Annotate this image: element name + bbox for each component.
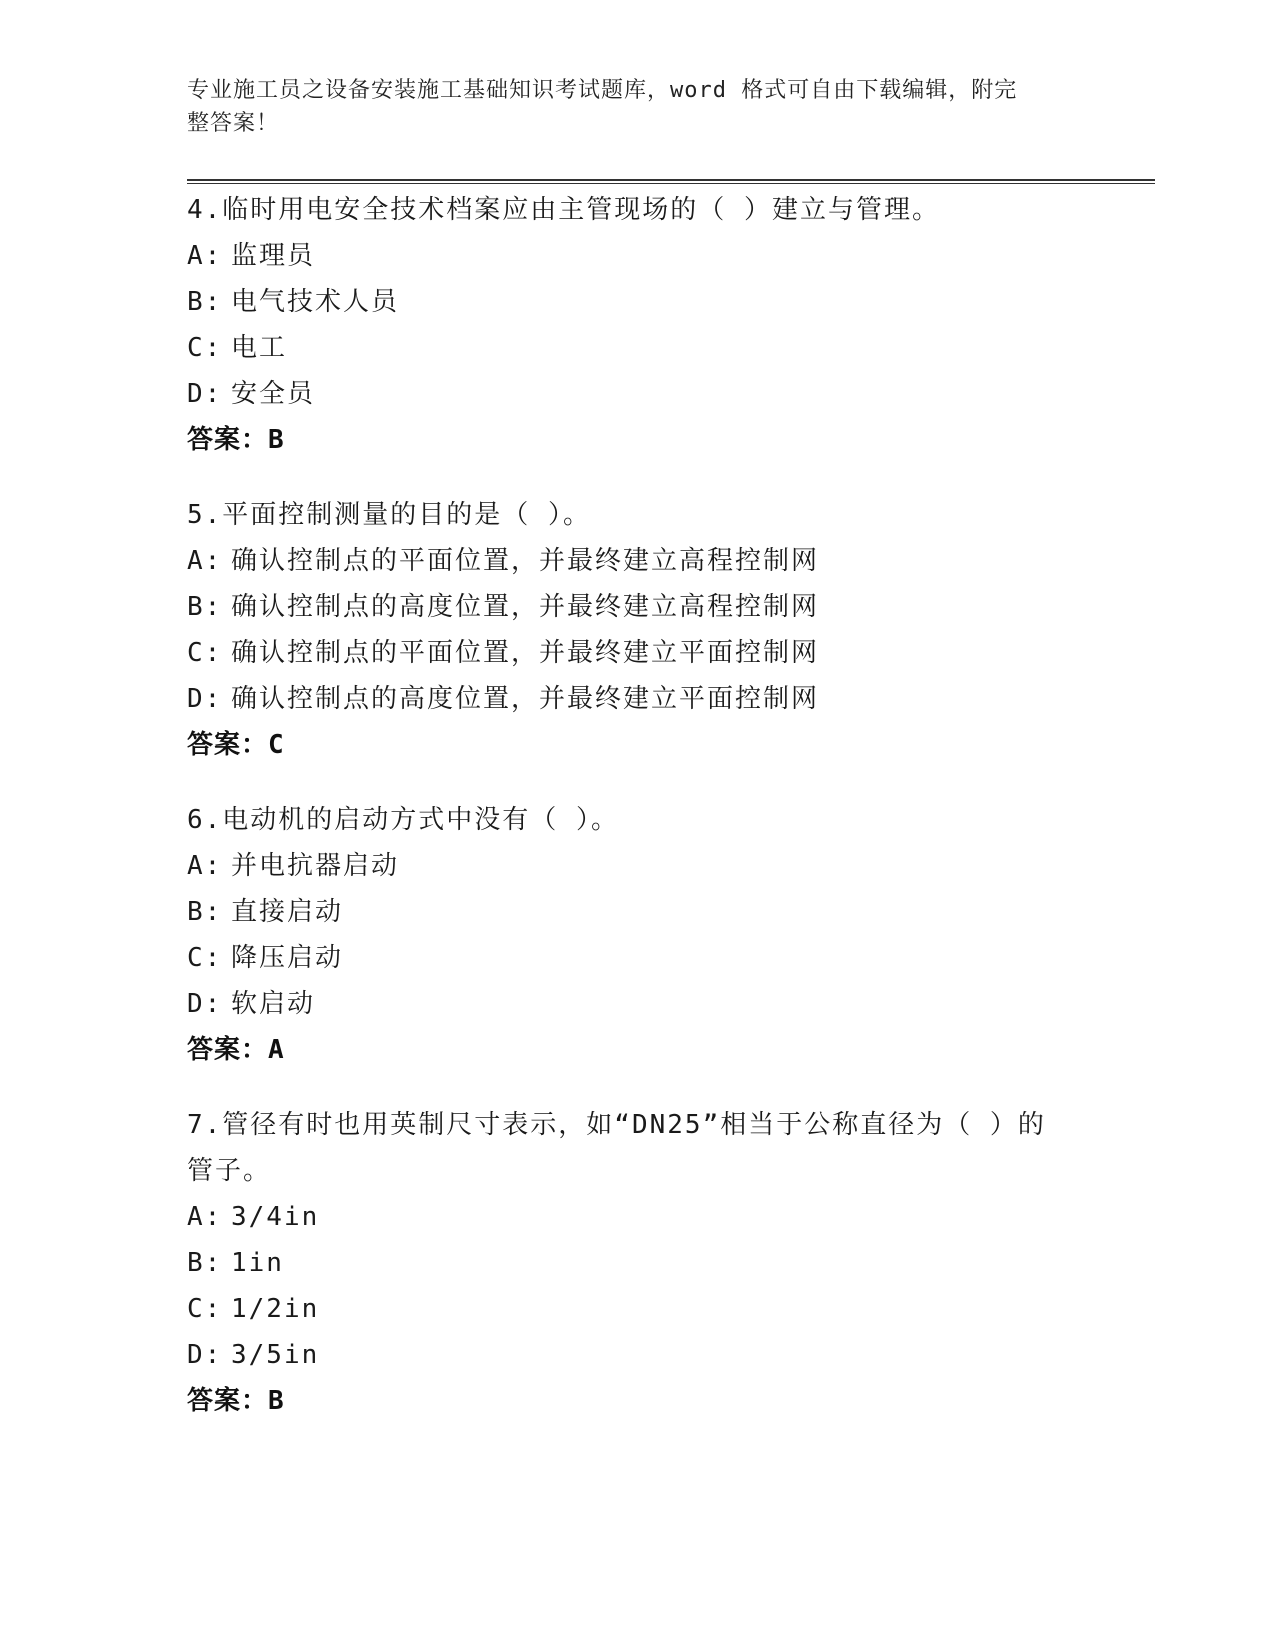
answer: 答案：C	[187, 730, 285, 760]
option-text: 确认控制点的平面位置，并最终建立平面控制网	[231, 638, 820, 668]
option-text: 确认控制点的高度位置，并最终建立高程控制网	[231, 592, 820, 622]
option-letter: D:	[187, 379, 223, 409]
option-d	[187, 676, 1087, 722]
header-line-1: 专业施工员之设备安装施工基础知识考试题库，word 格式可自由下载编辑，附完	[187, 78, 1018, 103]
header-divider-thick	[187, 179, 1155, 181]
option-text: 确认控制点的高度位置，并最终建立平面控制网	[231, 684, 820, 714]
option-letter: C:	[187, 638, 223, 668]
option-letter: C:	[187, 1294, 223, 1324]
header-divider-thin	[187, 183, 1155, 184]
option-text: 1/2in	[231, 1294, 320, 1324]
question-5	[187, 492, 1087, 768]
option-letter: A:	[187, 241, 223, 271]
option-letter: B:	[187, 287, 223, 317]
option-d	[187, 1332, 1087, 1378]
option-d	[187, 981, 1087, 1027]
option-text: 3/5in	[231, 1340, 320, 1370]
option-text: 确认控制点的平面位置，并最终建立高程控制网	[231, 546, 820, 576]
option-letter: D:	[187, 684, 223, 714]
option-letter: D:	[187, 1340, 223, 1370]
option-letter: B:	[187, 1248, 223, 1278]
question-6	[187, 797, 1087, 1073]
option-c	[187, 630, 1087, 676]
option-a	[187, 843, 1087, 889]
option-letter: C:	[187, 333, 223, 363]
option-letter: D:	[187, 989, 223, 1019]
option-text: 电气技术人员	[231, 287, 400, 317]
option-a	[187, 233, 1087, 279]
option-c	[187, 325, 1087, 371]
answer: 答案：A	[187, 1035, 285, 1065]
option-text: 安全员	[231, 379, 316, 409]
option-b	[187, 584, 1087, 630]
question-4	[187, 187, 1087, 463]
question-stem: 4.临时用电安全技术档案应由主管现场的（ ）建立与管理。	[187, 195, 940, 225]
option-b	[187, 279, 1087, 325]
option-text: 3/4in	[231, 1202, 320, 1232]
answer: 答案：B	[187, 1386, 285, 1416]
option-letter: A:	[187, 546, 223, 576]
option-text: 电工	[231, 333, 288, 363]
option-letter: A:	[187, 1202, 223, 1232]
option-text: 监理员	[231, 241, 316, 271]
option-a	[187, 538, 1087, 584]
question-stem-line-2: 管子。	[187, 1156, 272, 1186]
option-letter: B:	[187, 592, 223, 622]
option-d	[187, 371, 1087, 417]
option-b	[187, 889, 1087, 935]
answer: 答案：B	[187, 425, 285, 455]
document-header	[187, 74, 1067, 140]
question-stem: 5.平面控制测量的目的是（ ）。	[187, 500, 591, 530]
option-text: 并电抗器启动	[231, 851, 400, 881]
option-letter: B:	[187, 897, 223, 927]
option-b	[187, 1240, 1087, 1286]
option-a	[187, 1194, 1087, 1240]
question-stem: 6.电动机的启动方式中没有（ ）。	[187, 805, 619, 835]
option-text: 1in	[231, 1248, 284, 1278]
option-text: 直接启动	[231, 897, 344, 927]
option-text: 降压启动	[231, 943, 344, 973]
option-text: 软启动	[231, 989, 316, 1019]
option-c	[187, 1286, 1087, 1332]
question-stem-line-1: 7.管径有时也用英制尺寸表示，如“DN25”相当于公称直径为（ ）的	[187, 1110, 1046, 1140]
header-line-2: 整答案！	[187, 111, 280, 136]
question-7	[187, 1102, 1087, 1424]
option-letter: A:	[187, 851, 223, 881]
option-letter: C:	[187, 943, 223, 973]
option-c	[187, 935, 1087, 981]
